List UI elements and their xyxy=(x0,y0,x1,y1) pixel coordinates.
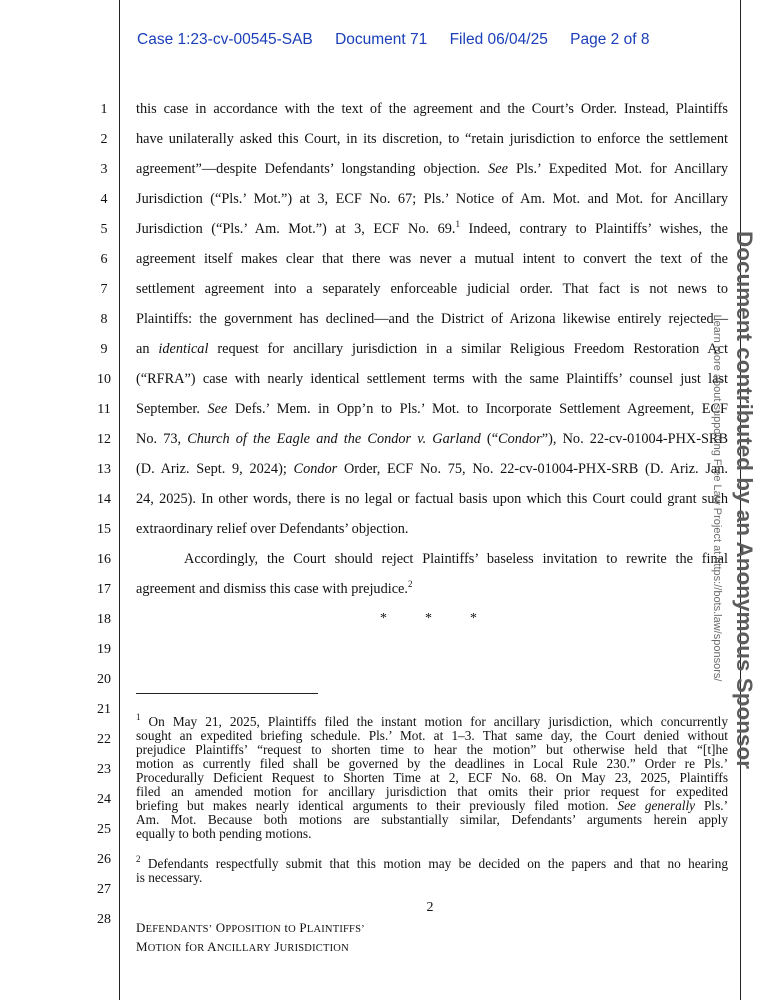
body-line: (“RFRA”) case with nearly identical settlement terms with the same Plaintiffs’ counsel just last xyxy=(136,371,728,387)
line-number: 26 xyxy=(97,852,111,867)
footnote-line: prejudice Plaintiffs’ “request to shorten time to hear the motion” but otherwise held that “[t]he xyxy=(136,742,728,757)
line-number: 17 xyxy=(97,582,111,597)
ecf-header xyxy=(137,31,667,49)
body-line: settlement agreement into a separately enforceable judicial order. That fact is not news to xyxy=(136,281,728,297)
line-number: 3 xyxy=(100,162,108,177)
line-number: 18 xyxy=(97,612,111,627)
footnote-line: motion as currently filed shall be governed by the deadlines in Local Rule 230.” Order re Pls.’ xyxy=(136,756,728,771)
line-number: 24 xyxy=(97,792,111,807)
line-number: 28 xyxy=(97,912,111,927)
footnote-line: Am. Mot. Because both motions are substantially similar, Defendants’ arguments herein apply xyxy=(136,812,728,827)
body-line: Accordingly, the Court should reject Plaintiffs’ baseless invitation to rewrite the final xyxy=(184,551,728,567)
line-number: 16 xyxy=(97,552,111,567)
body-line: extraordinary relief over Defendants’ objection. xyxy=(136,521,409,537)
line-number: 6 xyxy=(100,252,108,267)
body-line: 24, 2025). In other words, there is no legal or factual basis upon which this Court could grant such xyxy=(136,491,728,507)
line-number: 20 xyxy=(97,672,111,687)
line-number: 7 xyxy=(100,282,108,297)
line-number: 8 xyxy=(100,312,108,327)
line-number: 2 xyxy=(100,132,108,147)
footnote-line: briefing but makes nearly identical arguments to their previously filed motion. See generally Pls.’ xyxy=(136,798,729,813)
body-line: agreement”—despite Defendants’ longstanding objection. See Pls.’ Expedited Mot. for Ancillary xyxy=(136,161,729,177)
footnote-line: $^1$ On May 21, 2025, Plaintiffs filed the instant motion for ancillary jurisdiction, which concurrently xyxy=(136,712,728,729)
sponsor-watermark: Document contributed by an Anonymous Sponsor xyxy=(732,230,757,769)
footnote-line: sought an expedited briefing schedule. Pls.’ Mot. at 1–3. That same day, the Court denied without xyxy=(136,728,728,743)
filed-date: Filed 06/04/25 xyxy=(449,31,548,48)
line-number: 15 xyxy=(97,522,111,537)
line-number: 22 xyxy=(97,732,111,747)
page-indicator: Page 2 of 8 xyxy=(570,31,650,48)
sponsor-watermark-link[interactable]: Learn more about supporting Free Law Project at https://bots.law/sponsors/ xyxy=(711,314,723,682)
body-line: Jurisdiction (“Pls.’ Mot.”) at 3, ECF No. 67; Pls.’ Notice of Am. Mot. and Mot. for Ancillary xyxy=(136,191,728,207)
body-line: have unilaterally asked this Court, in its discretion, to “retain jurisdiction to enforce the settlement xyxy=(136,131,728,147)
body-line: September. See Defs.’ Mem. in Opp’n to Pls.’ Mot. to Incorporate Settlement Agreement, ECF xyxy=(136,401,728,417)
footnote-line: $^2$ Defendants respectfully submit that this motion may be decided on the papers and that no hearing xyxy=(136,854,728,871)
body-line: Plaintiffs: the government has declined—and the District of Arizona likewise entirely rejected— xyxy=(136,311,728,327)
line-number: 4 xyxy=(100,192,108,207)
footnote-separator xyxy=(136,693,318,694)
body-line: an identical request for ancillary jurisdiction in a similar Religious Freedom Restoration Act xyxy=(136,341,728,357)
body-line: agreement itself makes clear that there was never a mutual intent to convert the text of the xyxy=(136,251,728,267)
line-number: 19 xyxy=(97,642,111,657)
section-break: * * * xyxy=(380,611,477,626)
line-number: 5 xyxy=(100,222,108,237)
line-number: 14 xyxy=(97,492,111,507)
line-number: 23 xyxy=(97,762,111,777)
footer-line-1: DEFENDANTS’ OPPOSITION tO PLAINTIFFS’ xyxy=(136,920,365,935)
footnote-ref-1: 1 xyxy=(455,219,460,229)
body-line: No. 73, Church of the Eagle and the Condor v. Garland (“Condor”), No. 22-cv-01004-PHX-SRB xyxy=(136,431,729,447)
footnote-line: is necessary. xyxy=(136,870,203,885)
line-number: 1 xyxy=(100,102,108,117)
line-number: 10 xyxy=(97,372,111,387)
body-line: this case in accordance with the text of the agreement and the Court’s Order. Instead, Plaintiffs xyxy=(136,101,728,117)
case-number: Case 1:23-cv-00545-SAB xyxy=(137,31,313,48)
line-number: 21 xyxy=(97,702,111,717)
line-number: 13 xyxy=(97,462,111,477)
line-number: 12 xyxy=(97,432,111,447)
document-number: Document 71 xyxy=(335,31,428,48)
footnote-line: Procedurally Deficient Request to Shorten Time at 2, ECF No. 68. On May 23, 2025, Plaintiffs xyxy=(136,770,728,785)
left-margin-rule xyxy=(119,0,120,1000)
footer-caption-line-1 xyxy=(136,920,365,936)
line-number: 9 xyxy=(100,342,108,357)
footnote-line: equally to both pending motions. xyxy=(136,826,312,841)
footer-line-2: MOTION fOR ANCILLARY JURISDICTION xyxy=(136,939,349,954)
footer-caption-line-2 xyxy=(136,939,349,955)
line-number: 27 xyxy=(97,882,111,897)
footnote-line: filed an amended motion for ancillary jurisdiction that omits their prior request for expedited xyxy=(136,784,728,799)
line-number: 11 xyxy=(97,402,111,417)
line-number: 25 xyxy=(97,822,111,837)
body-line: agreement and dismiss this case with prejudice.$^2$ xyxy=(136,579,413,597)
body-line: (D. Ariz. Sept. 9, 2024); Condor Order, ECF No. 75, No. 22-cv-01004-PHX-SRB (D. Ariz. Jan. xyxy=(136,461,728,477)
body-line: Jurisdiction (“Pls.’ Am. Mot.”) at 3, ECF No. 69.$^1$ Indeed, contrary to Plaintiffs’ wishes, the xyxy=(136,219,728,237)
footnote-ref-2: 2 xyxy=(407,579,413,589)
page-number: 2 xyxy=(426,900,434,915)
